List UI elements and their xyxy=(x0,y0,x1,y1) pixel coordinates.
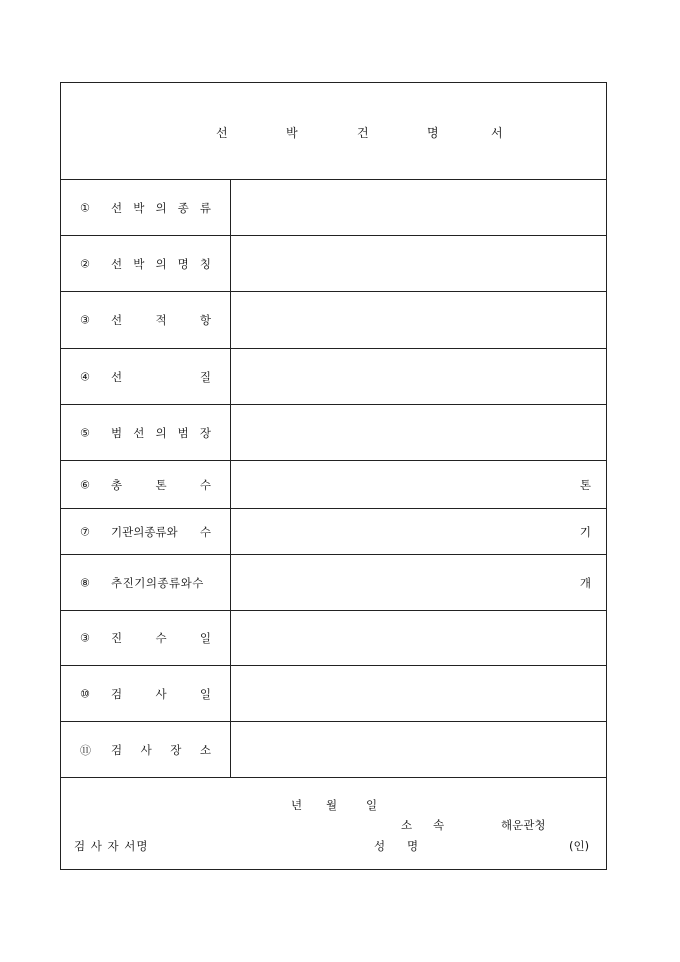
row-label-text xyxy=(111,200,211,216)
label-char: 사 xyxy=(155,686,167,701)
label-char: 소 xyxy=(199,742,211,757)
label-char: 질 xyxy=(199,369,211,384)
row-label-text xyxy=(111,425,211,441)
form-row xyxy=(61,509,606,555)
form-row xyxy=(61,180,606,236)
form-row xyxy=(61,405,606,461)
seal-mark: (인) xyxy=(569,839,590,853)
unit-label: 기 xyxy=(579,524,591,539)
row-value-field[interactable] xyxy=(231,180,606,235)
row-label-text xyxy=(111,742,211,758)
row-label xyxy=(61,509,231,554)
row-label xyxy=(61,236,231,291)
row-label-text xyxy=(111,524,211,540)
label-char: 일 xyxy=(199,686,211,701)
label-char: 의 xyxy=(155,200,167,215)
label-char: 수 xyxy=(199,524,211,539)
label-char: 검 xyxy=(111,742,123,757)
inspector-signature-area xyxy=(61,777,606,871)
label-char: 항 xyxy=(199,313,211,327)
unit-label: 톤 xyxy=(579,477,591,492)
row-label xyxy=(61,666,231,721)
affiliation-label: 속 xyxy=(433,818,445,832)
title-char: 박 xyxy=(286,126,298,140)
row-number: ⑤ xyxy=(80,426,90,439)
label-char: 박 xyxy=(133,256,145,271)
row-number: ② xyxy=(80,257,90,270)
label-char: 범 xyxy=(177,425,189,440)
affiliation-label: 소 xyxy=(401,818,413,832)
title-char: 선 xyxy=(216,126,228,140)
row-value-field[interactable] xyxy=(231,349,606,404)
maritime-office: 해운관청 xyxy=(501,818,546,832)
title-char: 건 xyxy=(357,126,369,140)
row-number: ③ xyxy=(80,313,90,327)
ship-statement-form xyxy=(60,82,607,870)
label-char: 선 xyxy=(133,425,145,440)
name-label: 명 xyxy=(407,839,419,853)
row-label xyxy=(61,349,231,404)
label-char: 적 xyxy=(155,313,167,327)
form-row xyxy=(61,236,606,292)
label-char: 범 xyxy=(111,425,123,440)
row-value-field[interactable] xyxy=(231,666,606,721)
form-row xyxy=(61,722,606,778)
row-label-text xyxy=(111,630,211,646)
form-row xyxy=(61,292,606,349)
label-char: 톤 xyxy=(155,477,167,492)
label-char: 의 xyxy=(155,425,167,440)
row-number: ⑩ xyxy=(80,687,90,700)
label-char: 선 xyxy=(111,369,123,384)
row-number: ① xyxy=(80,201,90,214)
row-label xyxy=(61,555,231,610)
name-label: 성 xyxy=(374,839,386,853)
form-row xyxy=(61,555,606,611)
title-char: 서 xyxy=(491,126,503,140)
date-year: 년 xyxy=(291,798,303,812)
row-value-field[interactable] xyxy=(231,461,606,508)
row-value-field[interactable] xyxy=(231,611,606,665)
label-char: 선 xyxy=(111,313,123,327)
label-char: 진 xyxy=(111,631,123,645)
form-title xyxy=(61,83,606,180)
label-char: 종 xyxy=(177,200,189,215)
row-value-field[interactable] xyxy=(231,236,606,291)
row-number: ⑪ xyxy=(80,743,91,757)
label-char: 박 xyxy=(133,200,145,215)
row-value-field[interactable] xyxy=(231,555,606,610)
label-char: 류 xyxy=(199,200,211,215)
label-char: 기관의종류와 xyxy=(111,524,178,539)
row-label-text xyxy=(111,312,211,328)
label-char: 의 xyxy=(155,256,167,271)
row-label xyxy=(61,722,231,777)
date-month: 월 xyxy=(326,798,338,812)
row-label-text: 추진기의종류와수 xyxy=(111,575,204,590)
row-label-text xyxy=(111,256,211,272)
row-number: ⑥ xyxy=(80,478,90,491)
row-number: ④ xyxy=(80,370,90,383)
label-char: 사 xyxy=(140,742,152,757)
row-value-field[interactable] xyxy=(231,292,606,348)
date-day: 일 xyxy=(366,798,378,812)
row-label-text xyxy=(111,686,211,702)
row-label xyxy=(61,292,231,348)
row-label-text xyxy=(111,369,211,385)
label-char: 명 xyxy=(177,256,189,271)
label-char: 선 xyxy=(111,256,123,271)
label-char: 수 xyxy=(155,631,167,645)
form-row xyxy=(61,349,606,405)
label-char: 칭 xyxy=(199,256,211,271)
label-char: 선 xyxy=(111,200,123,215)
row-value-field[interactable] xyxy=(231,509,606,554)
label-char: 총 xyxy=(111,477,123,492)
label-char: 장 xyxy=(170,742,182,757)
form-row xyxy=(61,666,606,722)
row-value-field[interactable] xyxy=(231,722,606,777)
row-value-field[interactable] xyxy=(231,405,606,460)
row-label xyxy=(61,180,231,235)
row-label xyxy=(61,461,231,508)
row-number: ⑦ xyxy=(80,525,90,538)
row-number: ③ xyxy=(80,631,90,645)
label-char: 검 xyxy=(111,686,123,701)
title-char: 명 xyxy=(427,126,439,140)
row-label xyxy=(61,611,231,665)
form-row xyxy=(61,611,606,666)
inspector-signature-label: 검 사 자 서명 xyxy=(74,839,149,853)
row-number: ⑧ xyxy=(80,576,90,589)
row-label xyxy=(61,405,231,460)
unit-label: 개 xyxy=(579,575,591,590)
row-label-text xyxy=(111,477,211,493)
label-char: 수 xyxy=(199,477,211,492)
form-row xyxy=(61,461,606,509)
label-char: 일 xyxy=(199,631,211,645)
label-char: 장 xyxy=(199,425,211,440)
